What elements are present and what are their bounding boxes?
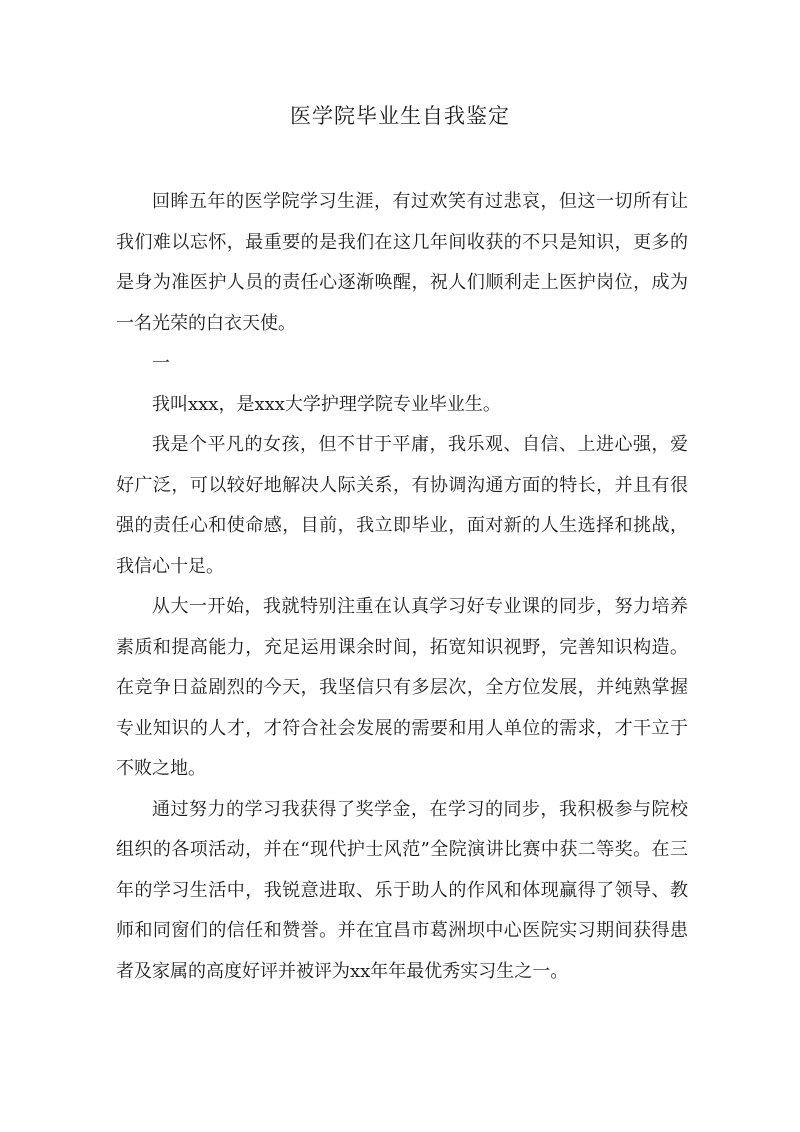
paragraph-personality: 我是个平凡的女孩，但不甘于平庸，我乐观、自信、上进心强，爱好广泛，可以较好地解决人际关系，有协调沟通方面的特长，并且有很强的责任心和使命感，目前，我立即毕业，面对新的人生选择和挑战，我信心十足。 <box>116 434 688 577</box>
paragraph-self-intro: 我叫xxx，是xxx大学护理学院专业毕业生。 <box>152 393 501 415</box>
paragraph-study: 从大一开始，我就特别注重在认真学习好专业课的同步，努力培养素质和提高能力，充足运用课余时间，拓宽知识视野，完善知识构造。在竞争日益剧烈的今天，我坚信只有多层次，全方位发展，并纯熟掌握专业知识的人才，才符合社会发展的需要和用人单位的需求，才干立于不败之地。 <box>116 596 688 779</box>
document-body <box>116 182 688 992</box>
document-title: 医学院毕业生自我鉴定 <box>290 104 510 128</box>
paragraph-intro: 回眸五年的医学院学习生涯，有过欢笑有过悲哀，但这一切所有让我们难以忘怀，最重要的是我们在这几年间收获的不只是知识，更多的是身为准医护人员的责任心逐渐唤醒，祝人们顺利走上医护岗位，成为一名光荣的白衣天使。 <box>116 191 688 334</box>
section-marker: 一 <box>152 353 170 374</box>
paragraph-achievements: 通过努力的学习我获得了奖学金，在学习的同步，我积极参与院校组织的各项活动，并在“现代护士风范”全院演讲比赛中获二等奖。在三年的学习生活中，我锐意进取、乐于助人的作风和体现赢得了领导、教师和同窗们的信任和赞誉。并在宜昌市葛洲坝中心医院实习期间获得患者及家属的高度好评并被评为xx年年最优秀实习生之一。 <box>116 798 688 982</box>
